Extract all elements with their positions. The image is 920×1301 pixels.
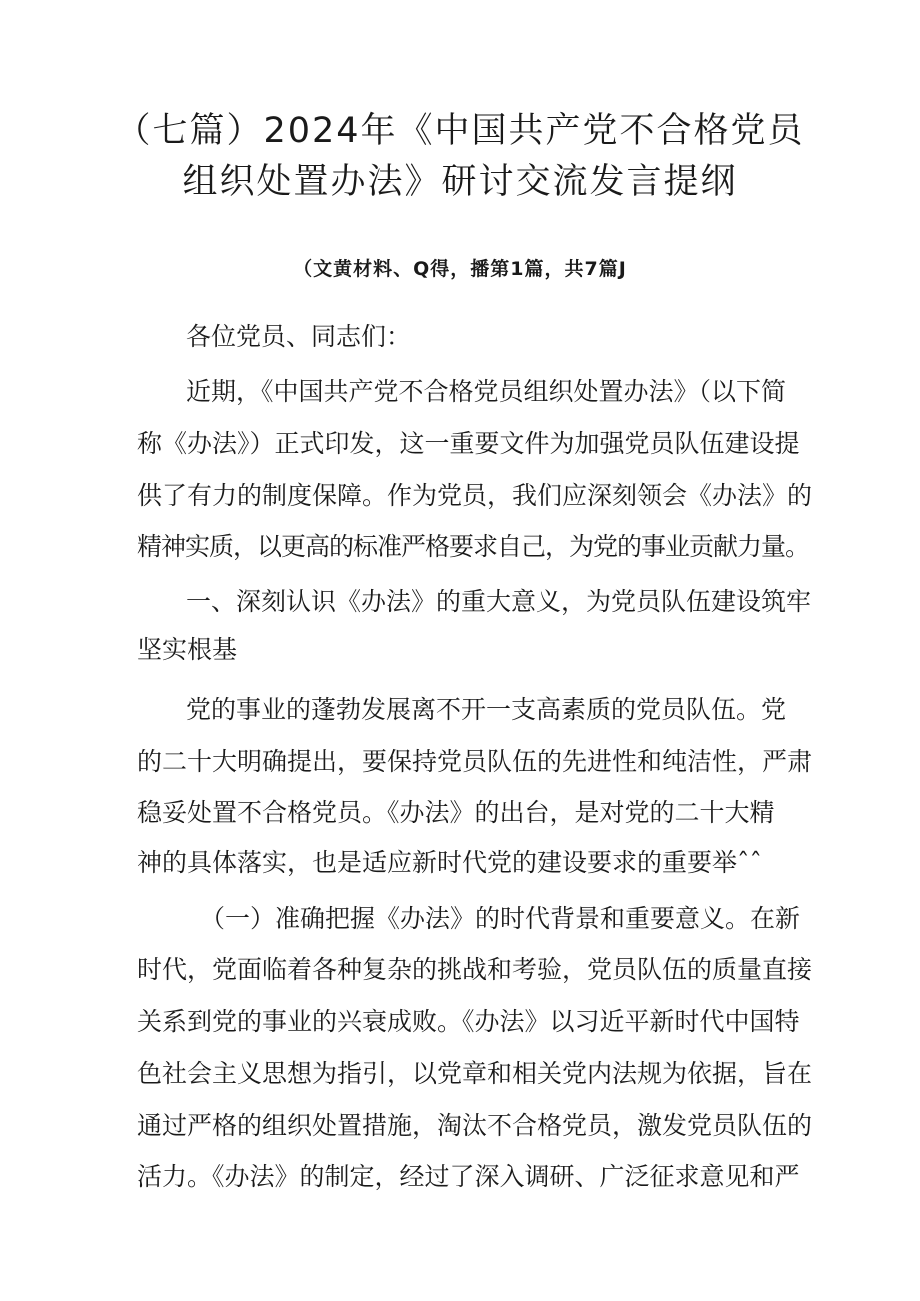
body-line: 关系到党的事业的兴衰成败。《办法》以习近平新时代中国特 <box>137 1007 800 1036</box>
body-line: 稳妥处置不合格党员。《办法》的出台，是对党的二十大精 <box>137 798 775 827</box>
body-line: 活力。《办法》的制定，经过了深入调研、广泛征求意见和严 <box>137 1162 800 1191</box>
salutation: 各位党员、同志们： <box>186 322 412 351</box>
body-line: 神的具体落实，也是适应新时代党的建设要求的重要举ˆˆ <box>137 848 763 877</box>
document-title-line-2: 组织处置办法》研讨交流发言提纲 <box>182 162 738 202</box>
body-line: （一）准确把握《办法》的时代背景和重要意义。在新 <box>200 904 801 933</box>
body-line: 色社会主义思想为指引，以党章和相关党内法规为依据，旨在 <box>137 1059 813 1088</box>
document-title-line-1: （七篇）2024年《中国共产党不合格党员 <box>115 111 805 151</box>
body-line: 时代，党面临着各种复杂的挑战和考验，党员队伍的质量直接 <box>137 955 813 984</box>
section-heading: 坚实根基 <box>137 635 238 664</box>
body-line: 通过严格的组织处置措施，淘汰不合格党员，激发党员队伍的 <box>137 1111 813 1140</box>
body-line: 党的事业的蓬勃发展离不开一支高素质的党员队伍。党 <box>186 695 787 724</box>
body-line: 供了有力的制度保障。作为党员，我们应深刻领会《办法》的 <box>137 481 813 510</box>
body-line: 的二十大明确提出，要保持党员队伍的先进性和纯洁性，严肃 <box>137 747 813 776</box>
body-line: 称《办法》）正式印发，这一重要文件为加强党员队伍建设提 <box>137 429 800 458</box>
section-heading: 一、深刻认识《办法》的重大意义，为党员队伍建设筑牢 <box>186 587 812 616</box>
body-line: 精神实质，以更高的标准严格要求自己，为党的事业贡献力量。 <box>137 532 810 561</box>
body-line: 近期，《中国共产党不合格党员组织处置办法》（以下简 <box>186 377 787 406</box>
document-subtitle: （文黄材料、Q得，播第1篇，共7篇J <box>293 258 627 280</box>
